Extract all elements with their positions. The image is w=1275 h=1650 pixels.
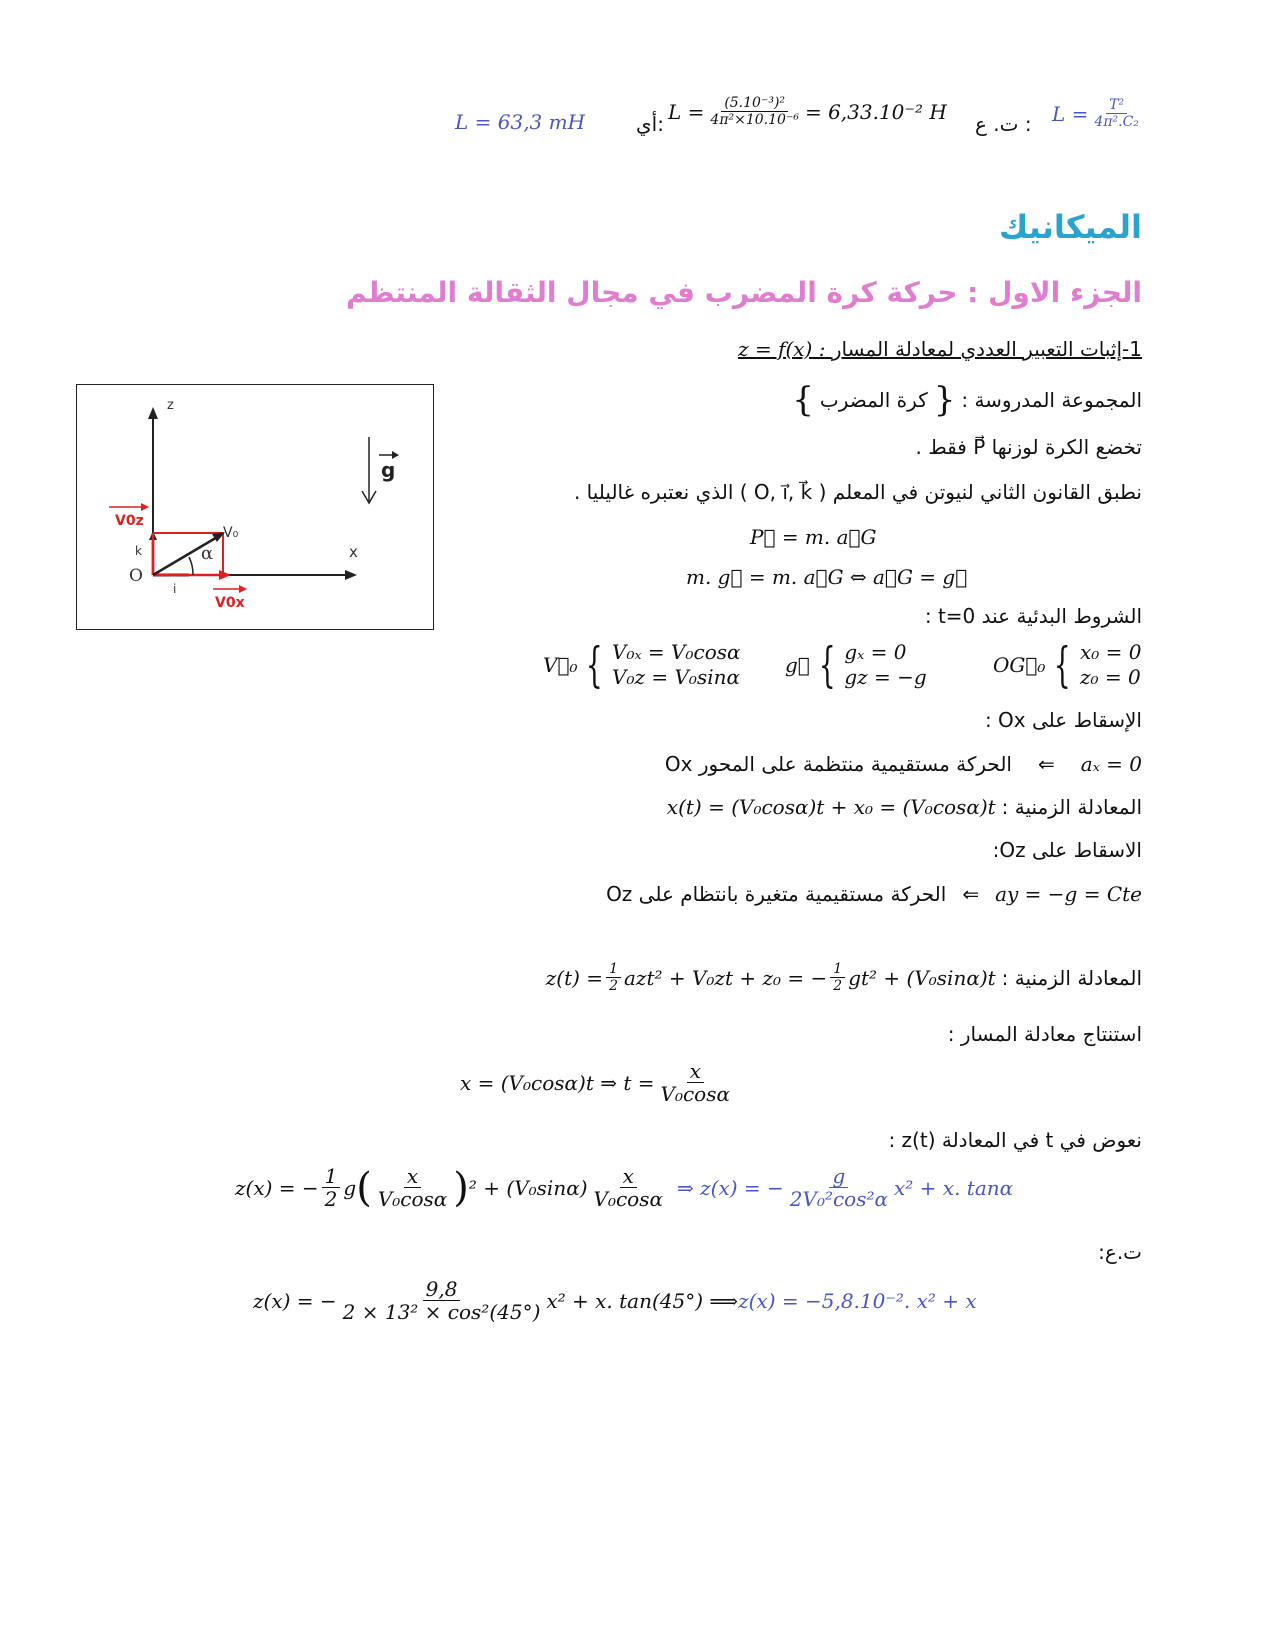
z-axis-arrow — [148, 407, 158, 419]
alpha-arc — [189, 557, 193, 575]
z-time-line — [546, 962, 1142, 994]
x-axis-label: x — [349, 543, 358, 561]
calc-rhs: = 6,33.10⁻² H — [804, 100, 947, 125]
deduce-label: استنتاج معادلة المسار : — [947, 1022, 1142, 1046]
calc-num: (5.10⁻³)² — [721, 96, 788, 112]
z-time-eq: z(t) = $\frac{1}{2}$ azt² + V₀zt + z₀ = − $\frac{1}{2}$ gt² + (V₀sinα)t — [545, 961, 996, 995]
x-time-line — [667, 795, 1142, 819]
proj-z-line — [606, 882, 1142, 906]
alpha-label: α — [201, 543, 214, 564]
v0-components: V⃗₀ { V₀ₓ = V₀cosα V₀z = V₀sinα — [543, 637, 741, 693]
te-label: ت. ع : — [975, 112, 1032, 136]
calc-lhs: L = — [668, 100, 705, 125]
i-label: i — [173, 582, 177, 596]
formula-lhs: L = — [1052, 102, 1089, 127]
v0z-row: V₀z = V₀sinα — [612, 665, 740, 689]
gx-row: gₓ = 0 — [844, 640, 907, 664]
zx-numeric-eq: z(x) = − $\frac{9,8}{\text{2 × 13² × cos²(45°)}}$ x² + x. tan(45°) ⟹ z(x) = −5,8.10⁻². x² + x — [253, 1277, 977, 1324]
inductance-formula — [1052, 98, 1145, 130]
z-axis-label: z — [167, 398, 174, 413]
calc-fraction — [707, 96, 802, 128]
proj-x-motion: الحركة مستقيمية منتظمة على المحور Ox — [664, 752, 1012, 776]
proj-z-motion: الحركة مستقيمية متغيرة بانتظام على Oz — [606, 882, 947, 906]
g-components: g⃗ { gₓ = 0 gz = −g — [785, 637, 927, 693]
time-eq-label: المعادلة الزمنية : — [1001, 795, 1142, 819]
q1-heading — [738, 337, 1142, 361]
calc-den: 4π²×10.10⁻⁶ — [710, 112, 799, 129]
part-title: الجزء الاول : حركة كرة المضرب في مجال الثقالة المنتظم — [346, 276, 1142, 309]
g-symbol: g⃗ — [785, 653, 810, 677]
newton-law-line: نطبق القانون الثاني لنيوتن في المعلم ( O, i⃗, k⃗ ) الذي نعتبره غاليليا . — [573, 480, 1142, 504]
axes-diagram — [77, 385, 433, 629]
system-line: المجموعة المدروسة : { كرة المضرب } — [792, 380, 1142, 420]
og0-symbol: OG⃗₀ — [993, 653, 1046, 677]
proj-z-arrow: ⇐ — [962, 882, 980, 906]
proj-x-arrow: ⇐ — [1038, 752, 1055, 776]
time-eq-label-2: المعادلة الزمنية : — [1001, 966, 1142, 991]
g-label: g — [381, 458, 396, 482]
k-label: k — [135, 544, 142, 558]
og0-components: OG⃗₀ { x₀ = 0 z₀ = 0 — [993, 637, 1142, 693]
proj-z-label: الاسقاط على Oz: — [992, 838, 1142, 862]
system-label: المجموعة المدروسة : — [961, 388, 1142, 412]
ax-value: aₓ = 0 — [1080, 752, 1142, 776]
proj-x-label: الإسقاط على Ox : — [984, 708, 1142, 732]
x-time-eq: x(t) = (V₀cosα)t + x₀ = (V₀cosα)t — [666, 795, 996, 819]
v0x-label: V0x — [215, 595, 245, 611]
te2-label: ت.ع: — [1098, 1240, 1142, 1264]
v0-symbol: V⃗₀ — [543, 653, 578, 677]
inductance-calc — [668, 96, 947, 128]
v0-label: V₀ — [223, 525, 239, 541]
v0z-label: V0z — [115, 513, 144, 529]
t-expression: x = (V₀cosα)t ⇒ t = $\frac{x}{\text{V₀cosα}}$ — [460, 1059, 730, 1106]
section-title: الميكانيك — [999, 208, 1142, 246]
formula-den: 4π².C₂ — [1094, 114, 1139, 131]
v0x-row: V₀ₓ = V₀cosα — [612, 640, 741, 664]
proj-x-line — [665, 752, 1142, 776]
eq-acceleration: m. g⃗ = m. a⃗G ⇔ a⃗G = g⃗ — [686, 565, 968, 589]
gz-row: gz = −g — [844, 665, 927, 689]
trajectory-figure — [76, 384, 434, 630]
ay-value: ay = −g = Cte — [995, 882, 1142, 906]
x-axis-arrow — [345, 570, 357, 580]
zx-numeric-result: z(x) = −5,8.10⁻². x² + x — [738, 1289, 977, 1313]
x0-row: x₀ = 0 — [1079, 640, 1142, 664]
q1-heading-text: 1-إثبات التعبير العددي لمعادلة المسار — [831, 337, 1142, 361]
system-value: كرة المضرب — [819, 388, 928, 412]
ai-label: أي: — [636, 112, 664, 136]
zx-general-result: ⇒ z(x) = − $\frac{g}{\text{2V₀²cos²α}}$ x² + x. tanα — [677, 1164, 1014, 1211]
q1-heading-math: z = f(x) : — [738, 337, 826, 361]
eq-weight: P⃗ = m. a⃗G — [750, 525, 877, 549]
inductance-result: L = 63,3 mH — [455, 110, 586, 134]
forces-line: تخضع الكرة لوزنها P⃗ فقط . — [915, 435, 1142, 459]
initial-conditions-label: الشروط البدئية عند t=0 : — [924, 604, 1142, 628]
z0-row: z₀ = 0 — [1079, 665, 1141, 689]
formula-num: T² — [1106, 98, 1127, 114]
substitute-label: نعوض في t في المعادلة z(t) : — [888, 1128, 1142, 1152]
formula-fraction — [1091, 98, 1142, 130]
zx-general-eq: z(x) = − $\frac{1}{2}$ g ( $\frac{x}{\text{V₀cosα}}$ ) ² + (V₀sinα) $\frac{x}{\text{V₀cosα}}$ ⇒ z(x) = − $\frac{g}{\text{2V₀²cos²α}}$ x² + x. tanα — [235, 1164, 1014, 1211]
origin-label: O — [129, 566, 143, 586]
